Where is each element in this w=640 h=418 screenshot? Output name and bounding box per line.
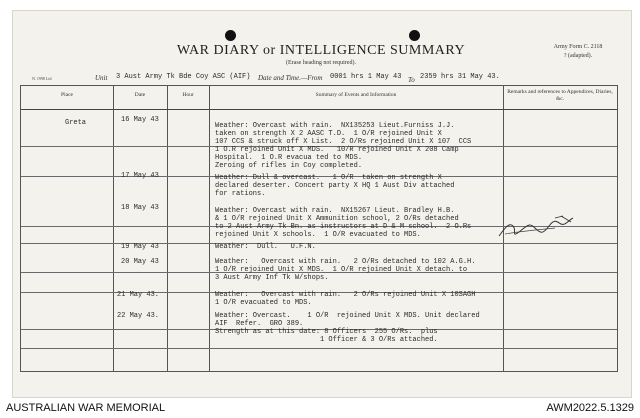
date-time-label: Date and Time.—From [258,74,323,82]
footer-institution: AUSTRALIAN WAR MEMORIAL [6,402,166,414]
col-header-remarks: Remarks and references to Appendices, Diaries, &c. [507,89,613,102]
col-header-summary: Summary of Events and Information [315,92,397,98]
date-cell: 19 May 43 [121,243,159,251]
date-cell: 17 May 43 [121,172,159,180]
unit-label: Unit [95,74,108,82]
from-value: 0001 hrs 1 May 43 [330,73,402,81]
entry-text: Weather: Overcast with rain. NX15267 Lieut. Bradley H.B. & 1 O/R rejoined Unit X Ammunition school, 2 O/Rs detached to 2 Aust Army Tk Bn. as instructors at D & M school. 2 O.Rs rejoined Unit X schools. 1 O/R evacuated to MDS. [215,207,472,239]
unit-value: 3 Aust Army Tk Bde Coy ASC (AIF) [116,73,251,81]
punch-hole [409,30,420,41]
footer-accession-number: AWM2022.5.1329 [546,402,634,414]
date-cell: 16 May 43 [121,116,159,124]
punch-hole [225,30,236,41]
entry-text: Weather: Overcast. 1 O/R rejoined Unit X MDS. Unit declared AIF Refer. GRO 389. Strength as at this date: 8 Officers 255 O/Rs. plus 1 Officer & 3 O/Rs attached. [215,312,480,344]
entry-text: Weather: Overcast with rain. NX135253 Lieut.Furniss J.J. taken on strength X 2 AASC T.D. 1 O/R rejoined Unit X 107 CCS & struck off X List. 2 O/Rs rejoined Unit X 107 CCS 1 O.R rejoined Unit X MDS. 10/R rejoined Unit X 208 Camp Hospital. 1 O.R evacua ted to MDS. Zeroing of rifles in Coy completed. [215,122,472,170]
entry-text: Weather: Overcast with rain. 2 O/Rs rejoined Unit X 10SAGH 1 O/R evacuated to MDS. [215,291,476,307]
printer-code: N. 1998 Ltd [32,76,52,81]
col-header-place: Place [61,92,73,98]
date-cell: 18 May 43 [121,204,159,212]
page-subtitle: (Erase heading not required). [286,60,356,66]
to-label: To [408,76,415,84]
entry-text: Weather: Dull & overcast. 1 O/R taken on strength X declared deserter. Concert party X HQ 1 Aust Div attached for rations. [215,174,455,198]
col-header-date: Date [134,92,146,98]
to-value: 2359 hrs 31 May 43. [420,73,500,81]
form-line: ? (adapted). [563,53,593,59]
entry-text: Weather: Dull. U.F.N. [215,243,316,251]
signature [495,214,575,242]
form-identifier [538,43,618,61]
date-cell: 21 May 43. [117,291,160,299]
form-line: Army Form C. 2118 [553,44,603,50]
date-cell: 20 May 43 [121,258,159,266]
place-cell: Greta [65,119,87,127]
date-cell: 22 May 43. [117,312,160,320]
col-header-hour: Hour [182,92,194,98]
page-title: WAR DIARY or INTELLIGENCE SUMMARY [176,43,466,58]
entry-text: Weather: Overcast with rain. 2 O/Rs detached to 102 A.G.H. 1 O/R rejoined Unit X MDS. 1 O/R rejoined Unit X detach. to 3 Aust Army Inf Tk W/shops. [215,258,476,282]
